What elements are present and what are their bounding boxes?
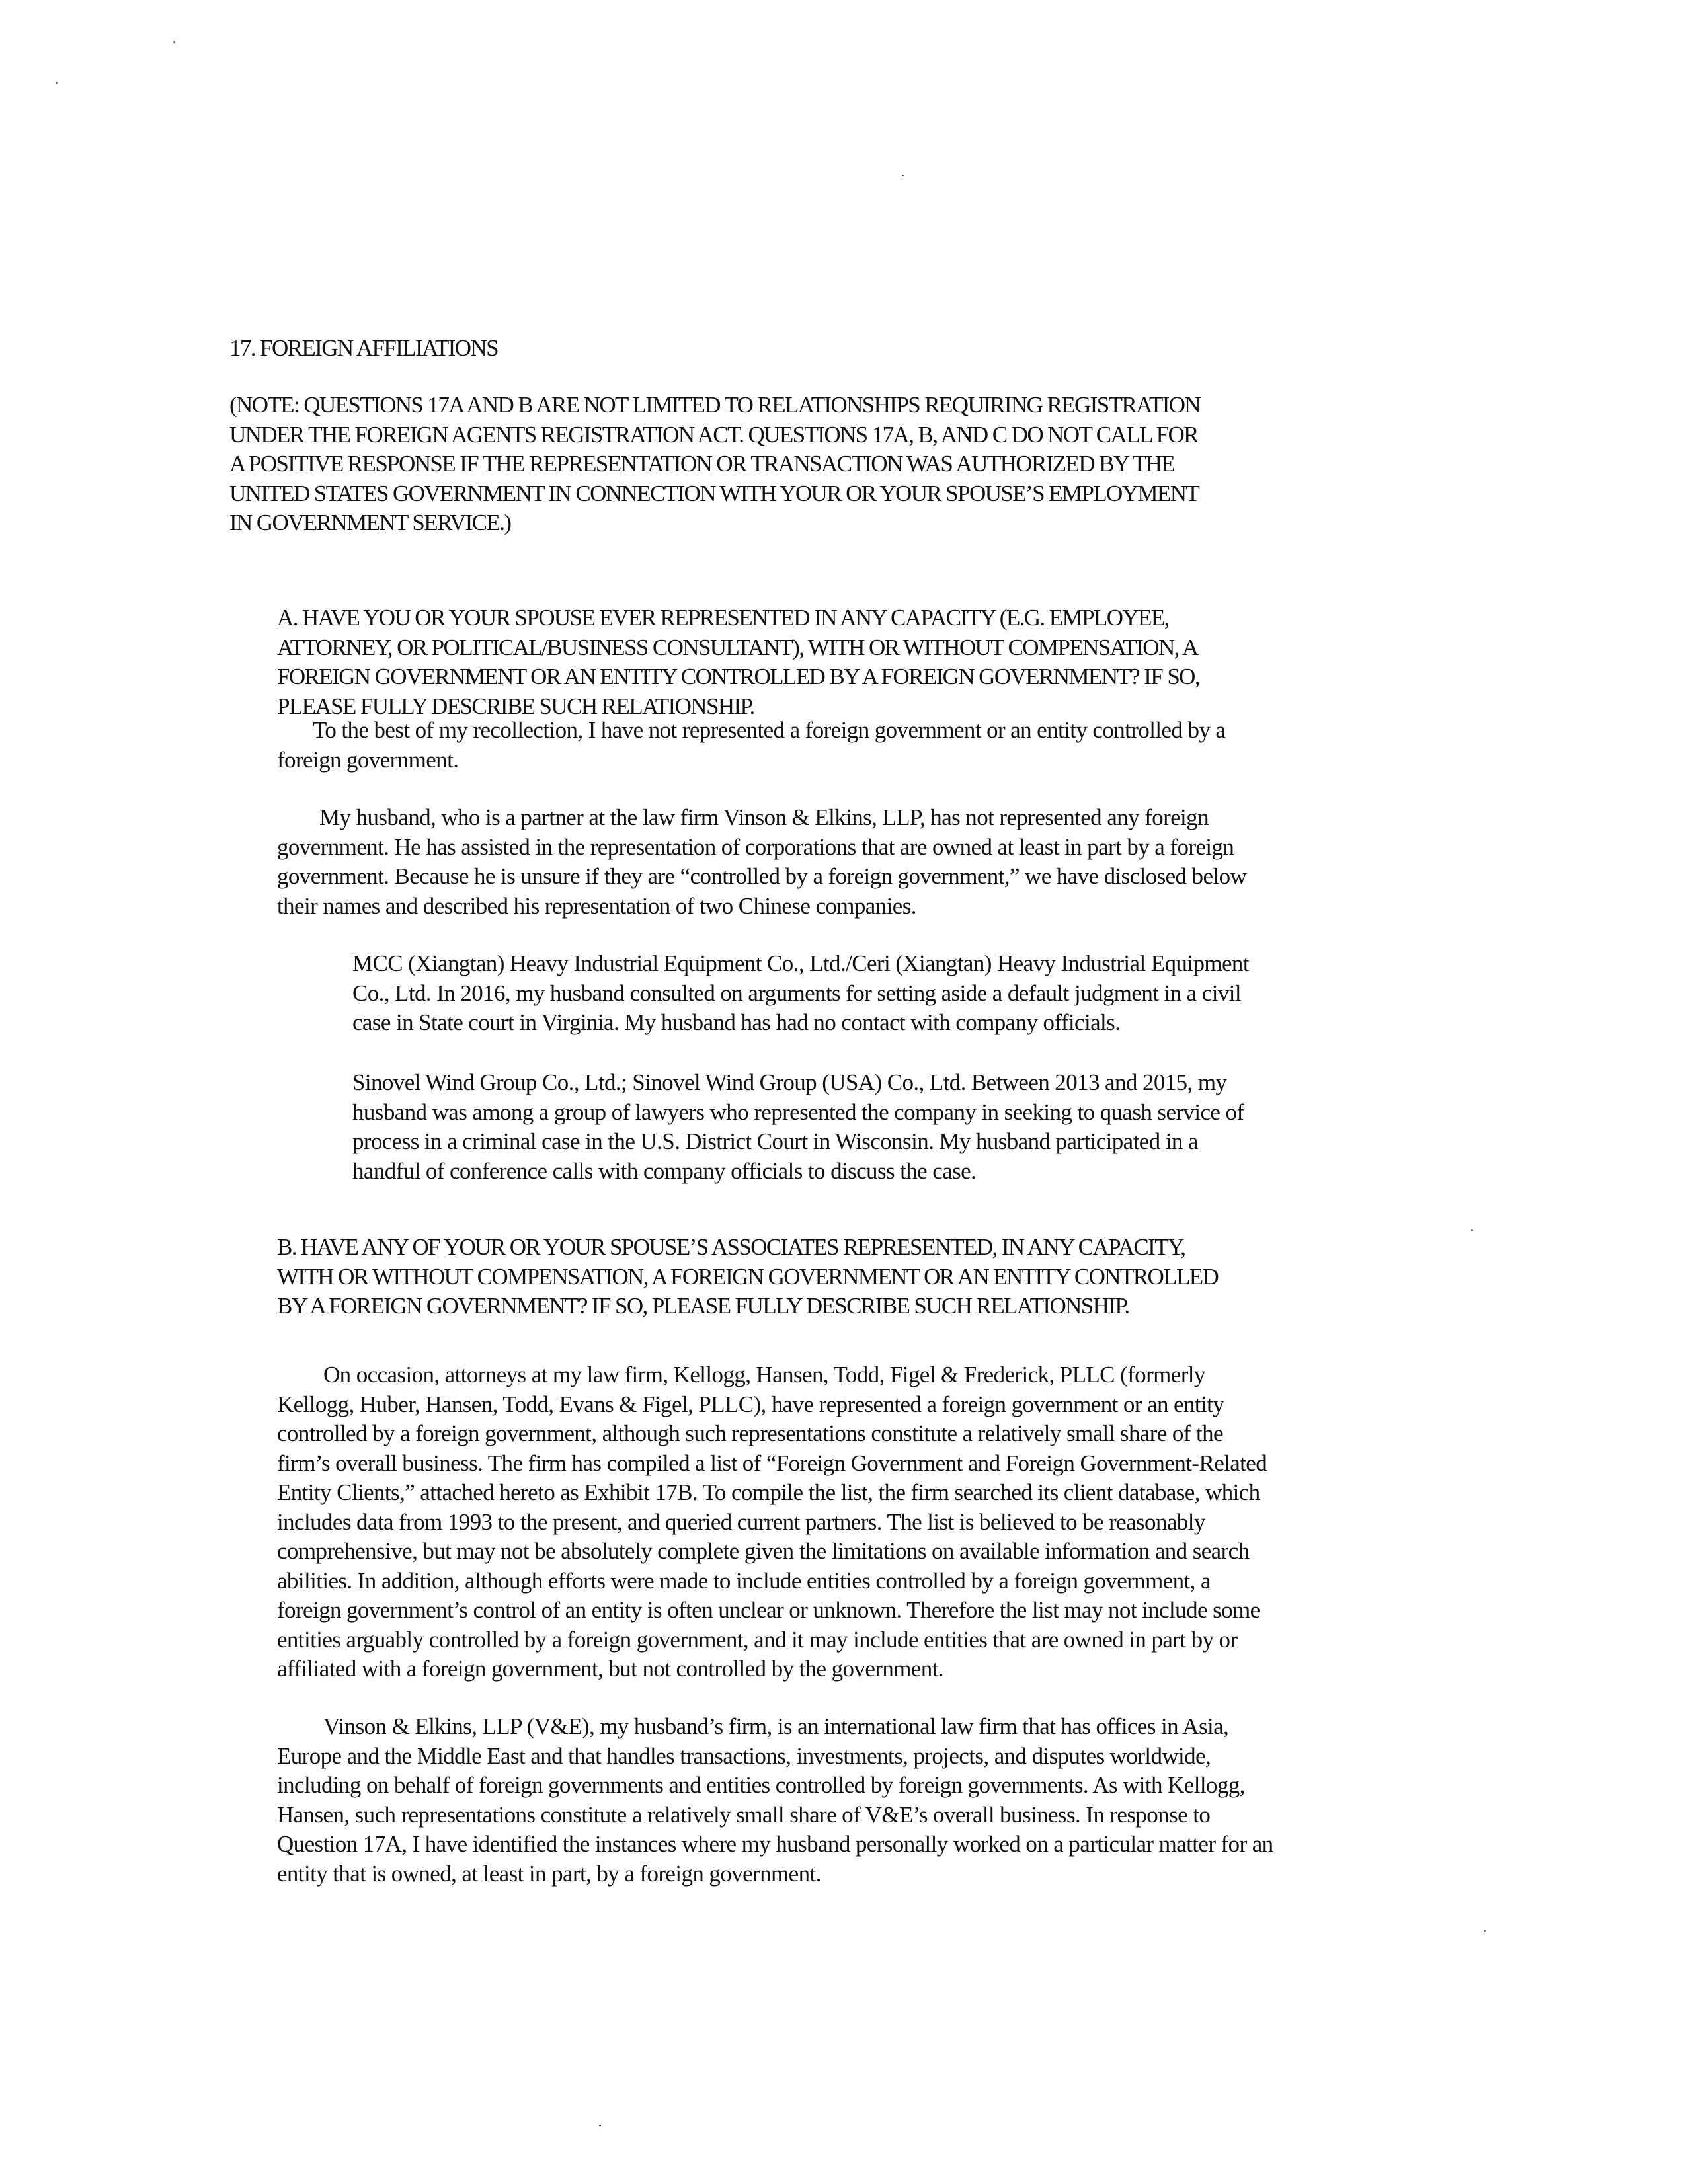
text-line: UNITED STATES GOVERNMENT IN CONNECTION WITH YOUR OR YOUR SPOUSE’S EMPLOYMENT [229, 480, 1199, 506]
note-paragraph [229, 391, 1200, 538]
text-line: (NOTE: QUESTIONS 17A AND B ARE NOT LIMITED TO RELATIONSHIPS REQUIRING REGISTRATION [229, 392, 1201, 418]
text-line: Co., Ltd. In 2016, my husband consulted on arguments for setting aside a default judgment in a civil [352, 980, 1241, 1006]
text-line: UNDER THE FOREIGN AGENTS REGISTRATION ACT. QUESTIONS 17A, B, AND C DO NOT CALL FOR [229, 421, 1198, 448]
scan-speck [173, 41, 175, 43]
scan-speck [56, 82, 58, 84]
answer-b-firm [277, 1360, 1267, 1684]
scan-speck [599, 2125, 601, 2126]
text-line: Vinson & Elkins, LLP (V&E), my husband’s firm, is an international law firm that has offices in Asia, [323, 1713, 1229, 1739]
answer-a-husband [277, 803, 1246, 921]
answer-a-self [277, 716, 1225, 775]
text-line: foreign government’s control of an entity is often unclear or unknown. Therefore the list may not include some [277, 1597, 1260, 1623]
text-line: Entity Clients,” attached hereto as Exhibit 17B. To compile the list, the firm searched its client database, which [277, 1479, 1260, 1505]
text-line: BY A FOREIGN GOVERNMENT? IF SO, PLEASE FULLY DESCRIBE SUCH RELATIONSHIP. [277, 1293, 1129, 1319]
text-line: Sinovel Wind Group Co., Ltd.; Sinovel Wind Group (USA) Co., Ltd. Between 2013 and 2015, my [352, 1070, 1227, 1095]
text-line: entity that is owned, at least in part, by a foreign government. [277, 1860, 821, 1887]
text-line: handful of conference calls with company officials to discuss the case. [352, 1157, 977, 1184]
text-line: includes data from 1993 to the present, and queried current partners. The list is believed to be reasonably [277, 1508, 1205, 1535]
text-line: their names and described his representation of two Chinese companies. [277, 892, 916, 919]
text-line: process in a criminal case in the U.S. District Court in Wisconsin. My husband participated in a [352, 1128, 1198, 1154]
text-line: Hansen, such representations constitute a relatively small share of V&E’s overall business. In response to [277, 1801, 1211, 1828]
answer-b-husband-firm [277, 1712, 1273, 1889]
scan-speck [902, 175, 904, 176]
text-line: IN GOVERNMENT SERVICE.) [229, 510, 511, 535]
section-title-text: 17. FOREIGN AFFILIATIONS [229, 335, 498, 361]
question-b [277, 1233, 1218, 1321]
matter-sinovel [352, 1068, 1244, 1186]
text-line: entities arguably controlled by a foreign government, and it may include entities that are owned in part by or [277, 1626, 1238, 1653]
section-title [229, 334, 498, 364]
text-line: Kellogg, Huber, Hansen, Todd, Evans & Figel, PLLC), have represented a foreign government or an entity [277, 1391, 1224, 1417]
text-line: Question 17A, I have identified the instances where my husband personally worked on a particular matter for an [277, 1831, 1273, 1857]
text-line: abilities. In addition, although efforts were made to include entities controlled by a foreign government, a [277, 1567, 1211, 1594]
text-line: government. He has assisted in the representation of corporations that are owned at least in part by a foreign [277, 834, 1234, 860]
text-line: B. HAVE ANY OF YOUR OR YOUR SPOUSE’S ASSOCIATES REPRESENTED, IN ANY CAPACITY, [277, 1234, 1185, 1260]
text-line: ATTORNEY, OR POLITICAL/BUSINESS CONSULTANT), WITH OR WITHOUT COMPENSATION, A [277, 634, 1198, 660]
text-line: A POSITIVE RESPONSE IF THE REPRESENTATION OR TRANSACTION WAS AUTHORIZED BY THE [229, 451, 1175, 477]
text-line: controlled by a foreign government, although such representations constitute a relatively small share of the [277, 1421, 1223, 1446]
text-line: case in State court in Virginia. My husband has had no contact with company officials. [352, 1009, 1121, 1035]
text-line: A. HAVE YOU OR YOUR SPOUSE EVER REPRESENTED IN ANY CAPACITY (E.G. EMPLOYEE, [277, 605, 1169, 631]
text-line: WITH OR WITHOUT COMPENSATION, A FOREIGN GOVERNMENT OR AN ENTITY CONTROLLED [277, 1263, 1219, 1290]
text-line: affiliated with a foreign government, but not controlled by the government. [277, 1656, 943, 1682]
scan-speck [1484, 1930, 1486, 1932]
scan-speck [1471, 1229, 1473, 1231]
matter-mcc [352, 949, 1249, 1038]
question-a [277, 604, 1199, 721]
text-line: including on behalf of foreign governments and entities controlled by foreign governments. As with Kellogg, [277, 1772, 1245, 1798]
text-line: Europe and the Middle East and that handles transactions, investments, projects, and disputes worldwide, [277, 1742, 1211, 1769]
text-line: FOREIGN GOVERNMENT OR AN ENTITY CONTROLLED BY A FOREIGN GOVERNMENT? IF SO, [277, 664, 1200, 689]
text-line: comprehensive, but may not be absolutely complete given the limitations on available information and search [277, 1538, 1250, 1564]
text-line: foreign government. [277, 746, 459, 773]
text-line: On occasion, attorneys at my law firm, Kellogg, Hansen, Todd, Figel & Frederick, PLLC (formerly [323, 1362, 1205, 1387]
text-line: MCC (Xiangtan) Heavy Industrial Equipment Co., Ltd./Ceri (Xiangtan) Heavy Industrial Equipment [352, 951, 1249, 976]
text-line: husband was among a group of lawyers who represented the company in seeking to quash service of [352, 1099, 1244, 1125]
text-line: PLEASE FULLY DESCRIBE SUCH RELATIONSHIP. [277, 693, 754, 719]
text-line: government. Because he is unsure if they are “controlled by a foreign government,” we have disclosed below [277, 863, 1247, 889]
text-line: firm’s overall business. The firm has compiled a list of “Foreign Government and Foreign Government-Related [277, 1450, 1267, 1476]
text-line: To the best of my recollection, I have not represented a foreign government or an entity controlled by a [313, 717, 1226, 743]
text-line: My husband, who is a partner at the law firm Vinson & Elkins, LLP, has not represented any foreign [319, 804, 1209, 830]
